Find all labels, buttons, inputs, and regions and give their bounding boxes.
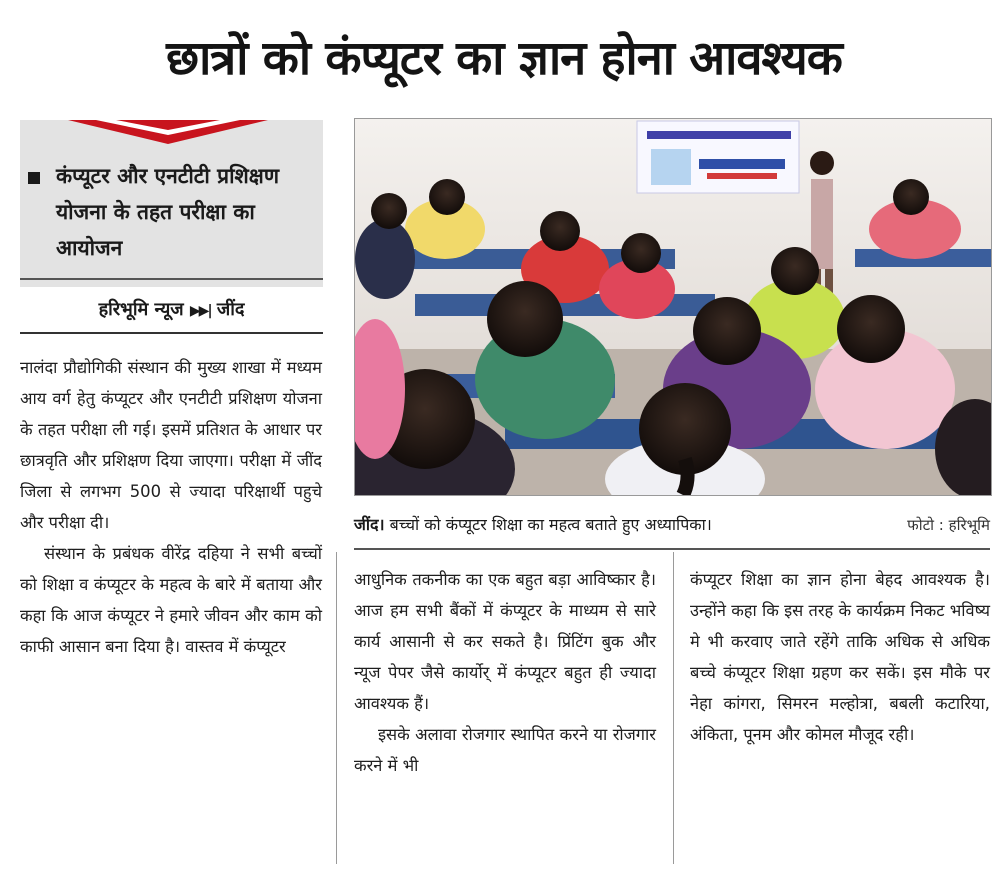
byline-place: जींद: [216, 299, 245, 320]
caption-text: बच्चों को कंप्यूटर शिक्षा का महत्व बताते हुए अध्यापिका।: [384, 515, 712, 534]
byline-divider: [20, 332, 323, 334]
byline-source: हरिभूमि न्यूज: [98, 299, 184, 320]
caption-divider: [354, 548, 990, 550]
body-paragraph: कंप्यूटर शिक्षा का ज्ञान होना बेहद आवश्यक है। उन्होंने कहा कि इस तरह के कार्यक्रम निकट भविष्य मे भी करवाए जाते रहेंगे ताकि अधिक से अधिक बच्चे कंप्यूटर शिक्षा ग्रहण कर सकें। इस मौके पर नेहा कांगरा, सिमरन मल्होत्रा, बबली कटारिया, अंकिता, पूनम और कोमल मौजूद रही।: [690, 570, 990, 744]
body-paragraph: नालंदा प्रौद्योगिकी संस्थान की मुख्य शाखा में मध्यम आय वर्ग हेतु कंप्यूटर और एनटीटी प्रशिक्षण योजना के तहत परीक्षा ली गई। इसमें प्रतिशत के आधार पर छात्रवृति और प्रशिक्षण दिया जाएगा। परीक्षा में जींद जिला से लगभग 500 से ज्यादा परिक्षार्थी पहुचे और परीक्षा दी।: [20, 358, 322, 532]
body-column-2: [354, 564, 656, 781]
body-column-1: [20, 352, 322, 662]
headline: छात्रों को कंप्यूटर का ज्ञान होना आवश्यक: [166, 31, 842, 86]
callout-divider: [20, 278, 323, 280]
photo-credit: फोटो : हरिभूमि: [907, 516, 990, 534]
chevron-decoration-icon: [68, 120, 268, 150]
photo-caption: [354, 506, 990, 544]
body-column-3: [690, 564, 990, 750]
callout-text: कंप्यूटर और एनटीटी प्रशिक्षण योजना के तहत परीक्षा का आयोजन: [56, 164, 280, 260]
body-paragraph: इसके अलावा रोजगार स्थापित करने या रोजगार करने में भी: [354, 725, 656, 775]
classroom-photo-image: [355, 119, 991, 495]
column-divider: [673, 552, 674, 864]
byline: [20, 296, 323, 325]
callout-box: [20, 120, 323, 287]
caption-place: जींद।: [354, 515, 385, 534]
bullet-square-icon: [28, 172, 40, 184]
byline-separator: ▶▶|: [189, 303, 211, 319]
news-photo: [354, 118, 992, 496]
body-paragraph: संस्थान के प्रबंधक वीरेंद्र दहिया ने सभी बच्चों को शिक्षा व कंप्यूटर के महत्व के बारे में बताया और कहा कि आज कंप्यूटर ने हमारे जीवन और काम को काफी आसान बना दिया है। वास्तव में कंप्यूटर: [20, 544, 322, 656]
column-divider: [336, 552, 337, 864]
body-paragraph: आधुनिक तकनीक का एक बहुत बड़ा आविष्कार है। आज हम सभी बैंकों में कंप्यूटर के माध्यम से सारे कार्य आसानी से कर सकते है। प्रिंटिंग बुक और न्यूज पेपर जैसे कार्योर् में कंप्यूटर बहुत ही ज्यादा आवश्यक हैं।: [354, 570, 656, 713]
